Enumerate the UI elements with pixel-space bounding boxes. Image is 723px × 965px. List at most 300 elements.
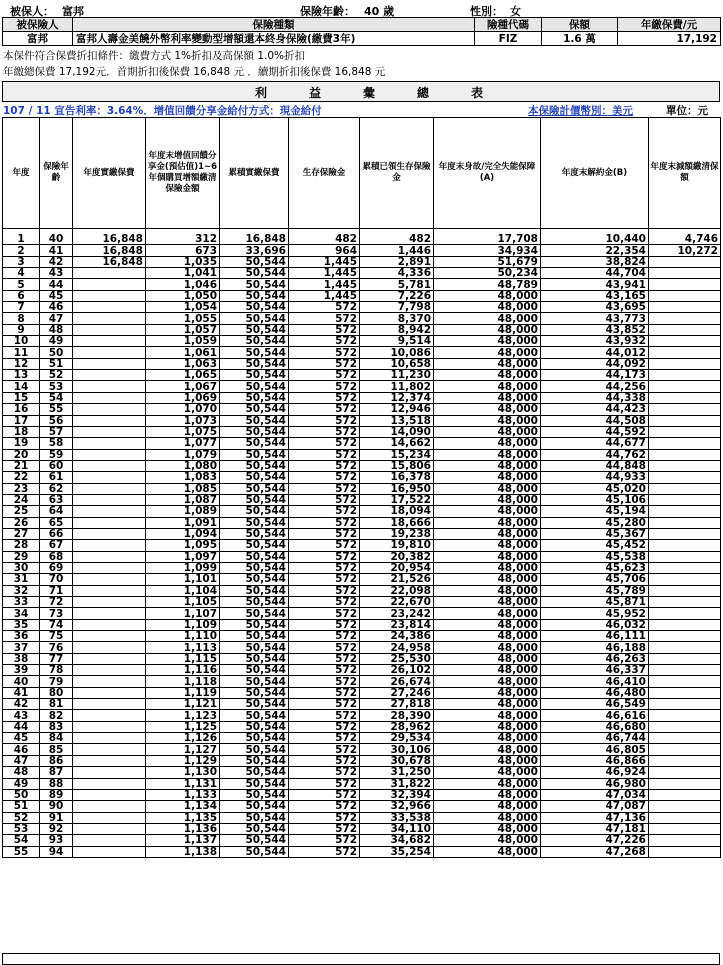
cell-age: 65 — [40, 517, 73, 528]
cell-cumulative-premium: 50,544 — [220, 370, 289, 381]
cell-cumulative-survival: 21,526 — [360, 574, 434, 585]
cell-bonus: 1,055 — [146, 313, 220, 324]
cell-death-benefit: 48,000 — [434, 710, 541, 721]
cell-reduced-paidup — [649, 381, 721, 392]
cell-survival-benefit: 572 — [289, 404, 360, 415]
insured-label: 被保人： — [10, 5, 54, 18]
cell-cumulative-premium: 50,544 — [220, 733, 289, 744]
cell-survival-benefit: 572 — [289, 574, 360, 585]
cell-cumulative-survival: 24,958 — [360, 642, 434, 653]
cell-survival-benefit: 572 — [289, 778, 360, 789]
cell-death-benefit: 48,000 — [434, 733, 541, 744]
cell-year: 6 — [3, 290, 40, 301]
cell-annual-premium — [73, 789, 146, 800]
cell-age: 77 — [40, 653, 73, 664]
cell-surrender-value: 45,020 — [541, 483, 649, 494]
cell-bonus: 1,095 — [146, 540, 220, 551]
cell-bonus: 1,069 — [146, 392, 220, 403]
cell-cumulative-premium: 50,544 — [220, 551, 289, 562]
table-row — [3, 687, 721, 698]
cell-year: 19 — [3, 438, 40, 449]
table-row — [3, 358, 721, 369]
cell-cumulative-premium: 50,544 — [220, 381, 289, 392]
cell-survival-benefit: 572 — [289, 347, 360, 358]
cell-surrender-value: 46,263 — [541, 653, 649, 664]
cell-cumulative-survival: 25,530 — [360, 653, 434, 664]
cell-age: 78 — [40, 665, 73, 676]
cell-survival-benefit: 572 — [289, 370, 360, 381]
cell-annual-premium — [73, 426, 146, 437]
col-cumulative-premium: 累積實繳保費 — [220, 118, 289, 229]
cell-reduced-paidup — [649, 687, 721, 698]
cell-surrender-value: 47,034 — [541, 789, 649, 800]
cell-cumulative-survival: 31,250 — [360, 767, 434, 778]
cell-year: 17 — [3, 415, 40, 426]
cell-surrender-value: 45,952 — [541, 608, 649, 619]
cell-reduced-paidup — [649, 506, 721, 517]
cell-age: 43 — [40, 268, 73, 279]
cell-reduced-paidup — [649, 290, 721, 301]
cell-cumulative-survival: 19,810 — [360, 540, 434, 551]
product-code: FIZ — [475, 32, 542, 46]
cell-cumulative-premium: 50,544 — [220, 812, 289, 823]
cell-survival-benefit: 572 — [289, 812, 360, 823]
cell-cumulative-survival: 16,950 — [360, 483, 434, 494]
cell-year: 41 — [3, 687, 40, 698]
cell-age: 82 — [40, 710, 73, 721]
cell-bonus: 1,054 — [146, 302, 220, 313]
cell-survival-benefit: 572 — [289, 619, 360, 630]
cell-bonus: 1,091 — [146, 517, 220, 528]
cell-surrender-value: 45,623 — [541, 562, 649, 573]
cell-cumulative-survival: 14,090 — [360, 426, 434, 437]
cell-survival-benefit: 572 — [289, 438, 360, 449]
table-row — [3, 631, 721, 642]
table-row — [3, 336, 721, 347]
cell-age: 81 — [40, 699, 73, 710]
cell-survival-benefit: 572 — [289, 642, 360, 653]
bottom-border-box — [2, 953, 720, 965]
table-row — [3, 721, 721, 732]
table-row — [3, 506, 721, 517]
cell-annual-premium — [73, 324, 146, 335]
cell-survival-benefit: 572 — [289, 597, 360, 608]
cell-year: 4 — [3, 268, 40, 279]
cell-bonus: 1,118 — [146, 676, 220, 687]
cell-annual-premium — [73, 449, 146, 460]
cell-year: 20 — [3, 449, 40, 460]
cell-year: 38 — [3, 653, 40, 664]
cell-reduced-paidup — [649, 619, 721, 630]
cell-annual-premium — [73, 460, 146, 471]
table-row — [3, 835, 721, 846]
cell-reduced-paidup — [649, 494, 721, 505]
cell-annual-premium — [73, 438, 146, 449]
cell-age: 55 — [40, 404, 73, 415]
cell-cumulative-premium: 50,544 — [220, 665, 289, 676]
insured-value: 富邦 — [62, 5, 84, 18]
cell-annual-premium — [73, 313, 146, 324]
product-amount: 1.6 萬 — [542, 32, 618, 46]
cell-annual-premium — [73, 608, 146, 619]
cell-annual-premium: 16,848 — [73, 245, 146, 256]
cell-survival-benefit: 572 — [289, 676, 360, 687]
cell-reduced-paidup — [649, 438, 721, 449]
cell-annual-premium — [73, 585, 146, 596]
cell-age: 75 — [40, 631, 73, 642]
cell-age: 56 — [40, 415, 73, 426]
cell-age: 57 — [40, 426, 73, 437]
table-row — [3, 812, 721, 823]
cell-death-benefit: 48,000 — [434, 290, 541, 301]
cell-bonus: 1,077 — [146, 438, 220, 449]
cell-death-benefit: 48,000 — [434, 665, 541, 676]
cell-cumulative-survival: 32,966 — [360, 801, 434, 812]
cell-surrender-value: 47,226 — [541, 835, 649, 846]
col-reduced-paidup: 年度末減額繳清保額 — [649, 118, 721, 229]
cell-year: 53 — [3, 823, 40, 834]
cell-survival-benefit: 964 — [289, 245, 360, 256]
cell-survival-benefit: 572 — [289, 381, 360, 392]
cell-annual-premium — [73, 823, 146, 834]
cell-survival-benefit: 572 — [289, 631, 360, 642]
cell-surrender-value: 44,933 — [541, 472, 649, 483]
cell-annual-premium — [73, 801, 146, 812]
cell-reduced-paidup — [649, 324, 721, 335]
cell-age: 49 — [40, 336, 73, 347]
table-row — [3, 245, 721, 256]
banner-char-2: 益 — [309, 86, 322, 100]
cell-cumulative-premium: 50,544 — [220, 597, 289, 608]
cell-bonus: 1,094 — [146, 528, 220, 539]
cell-year: 21 — [3, 460, 40, 471]
cell-cumulative-premium: 50,544 — [220, 653, 289, 664]
table-row — [3, 517, 721, 528]
table-row — [3, 710, 721, 721]
cell-cumulative-premium: 50,544 — [220, 642, 289, 653]
cell-bonus: 1,089 — [146, 506, 220, 517]
cell-year: 51 — [3, 801, 40, 812]
cell-surrender-value: 22,354 — [541, 245, 649, 256]
cell-survival-benefit: 572 — [289, 699, 360, 710]
cell-reduced-paidup: 4,746 — [649, 234, 721, 245]
product-table — [2, 17, 721, 46]
cell-survival-benefit: 572 — [289, 302, 360, 313]
cell-year: 24 — [3, 494, 40, 505]
cell-bonus: 1,121 — [146, 699, 220, 710]
cell-cumulative-survival: 4,336 — [360, 268, 434, 279]
cell-surrender-value: 46,924 — [541, 767, 649, 778]
cell-reduced-paidup — [649, 528, 721, 539]
cell-reduced-paidup — [649, 472, 721, 483]
cell-survival-benefit: 1,445 — [289, 290, 360, 301]
cell-age: 72 — [40, 597, 73, 608]
cell-annual-premium — [73, 268, 146, 279]
table-row — [3, 438, 721, 449]
table-row — [3, 676, 721, 687]
table-row — [3, 744, 721, 755]
cell-annual-premium — [73, 494, 146, 505]
cell-age: 83 — [40, 721, 73, 732]
cell-bonus: 1,097 — [146, 551, 220, 562]
table-row — [3, 665, 721, 676]
cell-surrender-value: 46,866 — [541, 755, 649, 766]
cell-bonus: 1,104 — [146, 585, 220, 596]
cell-reduced-paidup — [649, 767, 721, 778]
table-row — [3, 279, 721, 290]
cell-year: 48 — [3, 767, 40, 778]
cell-annual-premium — [73, 358, 146, 369]
cell-bonus: 1,063 — [146, 358, 220, 369]
cell-surrender-value: 43,941 — [541, 279, 649, 290]
table-row — [3, 290, 721, 301]
cell-survival-benefit: 572 — [289, 517, 360, 528]
col-surrender-value: 年度末解約金(B) — [541, 118, 649, 229]
cell-death-benefit: 48,000 — [434, 302, 541, 313]
cell-age: 47 — [40, 313, 73, 324]
table-row — [3, 381, 721, 392]
cell-year: 11 — [3, 347, 40, 358]
cell-cumulative-survival: 11,802 — [360, 381, 434, 392]
cell-cumulative-survival: 31,822 — [360, 778, 434, 789]
cell-bonus: 1,116 — [146, 665, 220, 676]
cell-bonus: 1,110 — [146, 631, 220, 642]
cell-age: 48 — [40, 324, 73, 335]
cell-annual-premium — [73, 404, 146, 415]
cell-survival-benefit: 572 — [289, 846, 360, 857]
cell-year: 23 — [3, 483, 40, 494]
cell-cumulative-premium: 50,544 — [220, 755, 289, 766]
cell-cumulative-survival: 34,110 — [360, 823, 434, 834]
cell-death-benefit: 48,000 — [434, 506, 541, 517]
cell-surrender-value: 44,677 — [541, 438, 649, 449]
table-row — [3, 528, 721, 539]
cell-age: 71 — [40, 585, 73, 596]
cell-death-benefit: 48,000 — [434, 551, 541, 562]
cell-bonus: 1,087 — [146, 494, 220, 505]
cell-annual-premium — [73, 336, 146, 347]
cell-death-benefit: 51,679 — [434, 256, 541, 267]
cell-cumulative-survival: 15,234 — [360, 449, 434, 460]
cell-cumulative-premium: 50,544 — [220, 789, 289, 800]
cell-year: 5 — [3, 279, 40, 290]
cell-death-benefit: 48,000 — [434, 347, 541, 358]
cell-cumulative-premium: 50,544 — [220, 801, 289, 812]
cell-death-benefit: 48,000 — [434, 460, 541, 471]
cell-bonus: 1,099 — [146, 562, 220, 573]
table-row — [3, 256, 721, 267]
cell-annual-premium — [73, 381, 146, 392]
cell-age: 59 — [40, 449, 73, 460]
cell-year: 3 — [3, 256, 40, 267]
cell-death-benefit: 48,000 — [434, 585, 541, 596]
cell-bonus: 1,070 — [146, 404, 220, 415]
cell-reduced-paidup — [649, 460, 721, 471]
cell-survival-benefit: 572 — [289, 755, 360, 766]
cell-age: 69 — [40, 562, 73, 573]
cell-age: 44 — [40, 279, 73, 290]
cell-cumulative-survival: 24,386 — [360, 631, 434, 642]
cell-year: 1 — [3, 234, 40, 245]
cell-annual-premium — [73, 302, 146, 313]
cell-reduced-paidup — [649, 268, 721, 279]
cell-survival-benefit: 482 — [289, 234, 360, 245]
table-row — [3, 597, 721, 608]
cell-cumulative-premium: 50,544 — [220, 528, 289, 539]
cell-survival-benefit: 572 — [289, 744, 360, 755]
cell-survival-benefit: 572 — [289, 801, 360, 812]
cell-survival-benefit: 572 — [289, 472, 360, 483]
banner-char-1: 利 — [255, 86, 268, 100]
cell-bonus: 1,134 — [146, 801, 220, 812]
cell-reduced-paidup — [649, 483, 721, 494]
product-header-premium: 年繳保費/元 — [618, 18, 721, 32]
cell-annual-premium — [73, 347, 146, 358]
cell-survival-benefit: 572 — [289, 733, 360, 744]
cell-year: 12 — [3, 358, 40, 369]
cell-annual-premium — [73, 597, 146, 608]
cell-reduced-paidup — [649, 574, 721, 585]
cell-surrender-value: 45,706 — [541, 574, 649, 585]
cell-bonus: 1,085 — [146, 483, 220, 494]
cell-year: 35 — [3, 619, 40, 630]
cell-death-benefit: 48,000 — [434, 755, 541, 766]
cell-cumulative-premium: 50,544 — [220, 710, 289, 721]
cell-surrender-value: 43,932 — [541, 336, 649, 347]
cell-reduced-paidup — [649, 631, 721, 642]
cell-cumulative-premium: 50,544 — [220, 744, 289, 755]
cell-cumulative-premium: 33,696 — [220, 245, 289, 256]
cell-cumulative-survival: 26,674 — [360, 676, 434, 687]
cell-death-benefit: 48,000 — [434, 631, 541, 642]
cell-cumulative-survival: 20,382 — [360, 551, 434, 562]
cell-cumulative-premium: 50,544 — [220, 517, 289, 528]
cell-annual-premium — [73, 653, 146, 664]
cell-death-benefit: 48,000 — [434, 358, 541, 369]
cell-annual-premium — [73, 631, 146, 642]
cell-reduced-paidup — [649, 358, 721, 369]
cell-cumulative-premium: 50,544 — [220, 585, 289, 596]
cell-surrender-value: 45,367 — [541, 528, 649, 539]
cell-cumulative-premium: 50,544 — [220, 347, 289, 358]
cell-annual-premium — [73, 676, 146, 687]
cell-age: 66 — [40, 528, 73, 539]
cell-reduced-paidup — [649, 347, 721, 358]
cell-reduced-paidup — [649, 426, 721, 437]
col-survival-benefit: 生存保險金 — [289, 118, 360, 229]
cell-death-benefit: 48,000 — [434, 642, 541, 653]
cell-death-benefit: 48,000 — [434, 392, 541, 403]
cell-death-benefit: 48,000 — [434, 789, 541, 800]
cell-annual-premium: 16,848 — [73, 234, 146, 245]
cell-cumulative-survival: 22,098 — [360, 585, 434, 596]
cell-cumulative-survival: 2,891 — [360, 256, 434, 267]
cell-reduced-paidup — [649, 392, 721, 403]
cell-bonus: 673 — [146, 245, 220, 256]
cell-death-benefit: 48,000 — [434, 687, 541, 698]
cell-year: 34 — [3, 608, 40, 619]
cell-death-benefit: 48,000 — [434, 801, 541, 812]
cell-annual-premium — [73, 279, 146, 290]
cell-bonus: 1,105 — [146, 597, 220, 608]
cell-age: 73 — [40, 608, 73, 619]
cell-death-benefit: 50,234 — [434, 268, 541, 279]
cell-bonus: 1,113 — [146, 642, 220, 653]
cell-reduced-paidup — [649, 835, 721, 846]
cell-reduced-paidup — [649, 789, 721, 800]
cell-reduced-paidup — [649, 744, 721, 755]
table-row — [3, 472, 721, 483]
cell-survival-benefit: 1,445 — [289, 256, 360, 267]
cell-bonus: 1,125 — [146, 721, 220, 732]
cell-surrender-value: 45,538 — [541, 551, 649, 562]
table-row — [3, 370, 721, 381]
cell-cumulative-premium: 50,544 — [220, 676, 289, 687]
table-row — [3, 426, 721, 437]
cell-year: 33 — [3, 597, 40, 608]
product-header-row — [3, 18, 721, 32]
cell-year: 39 — [3, 665, 40, 676]
cell-cumulative-survival: 32,394 — [360, 789, 434, 800]
cell-surrender-value: 45,194 — [541, 506, 649, 517]
cell-cumulative-premium: 50,544 — [220, 302, 289, 313]
cell-bonus: 1,130 — [146, 767, 220, 778]
cell-bonus: 1,137 — [146, 835, 220, 846]
cell-death-benefit: 48,000 — [434, 494, 541, 505]
cell-bonus: 312 — [146, 234, 220, 245]
cell-year: 27 — [3, 528, 40, 539]
cell-annual-premium — [73, 540, 146, 551]
cell-reduced-paidup — [649, 517, 721, 528]
table-row — [3, 846, 721, 857]
cell-age: 51 — [40, 358, 73, 369]
cell-survival-benefit: 572 — [289, 426, 360, 437]
cell-bonus: 1,061 — [146, 347, 220, 358]
table-row — [3, 767, 721, 778]
cell-age: 41 — [40, 245, 73, 256]
cell-reduced-paidup — [649, 653, 721, 664]
cell-cumulative-survival: 23,242 — [360, 608, 434, 619]
currency-note: 本保險計價幣別：美元 — [528, 105, 633, 117]
product-header-amount: 保額 — [542, 18, 618, 32]
discount-note-1: 本保件符合保費折扣條件：繳費方式 1%折扣及高保額 1.0%折扣 — [3, 50, 306, 62]
benefit-body — [3, 229, 721, 858]
cell-bonus: 1,119 — [146, 687, 220, 698]
banner-char-5: 表 — [471, 86, 484, 100]
cell-bonus: 1,101 — [146, 574, 220, 585]
cell-bonus: 1,065 — [146, 370, 220, 381]
table-row — [3, 494, 721, 505]
cell-survival-benefit: 572 — [289, 653, 360, 664]
cell-surrender-value: 10,440 — [541, 234, 649, 245]
cell-death-benefit: 48,000 — [434, 619, 541, 630]
cell-death-benefit: 17,708 — [434, 234, 541, 245]
cell-survival-benefit: 572 — [289, 823, 360, 834]
cell-surrender-value: 43,773 — [541, 313, 649, 324]
cell-year: 32 — [3, 585, 40, 596]
product-header-type: 保險種類 — [73, 18, 475, 32]
cell-cumulative-survival: 16,378 — [360, 472, 434, 483]
declared-rate: 107 / 11 宣告利率：3.64%．增值回饋分享金給付方式：現金給付 — [3, 105, 322, 117]
table-row — [3, 801, 721, 812]
col-cumulative-survival: 累積已領生存保險金 — [360, 118, 434, 229]
cell-bonus: 1,127 — [146, 744, 220, 755]
cell-death-benefit: 48,000 — [434, 835, 541, 846]
cell-surrender-value: 44,762 — [541, 449, 649, 460]
cell-cumulative-premium: 50,544 — [220, 324, 289, 335]
cell-annual-premium — [73, 506, 146, 517]
cell-cumulative-survival: 12,946 — [360, 404, 434, 415]
